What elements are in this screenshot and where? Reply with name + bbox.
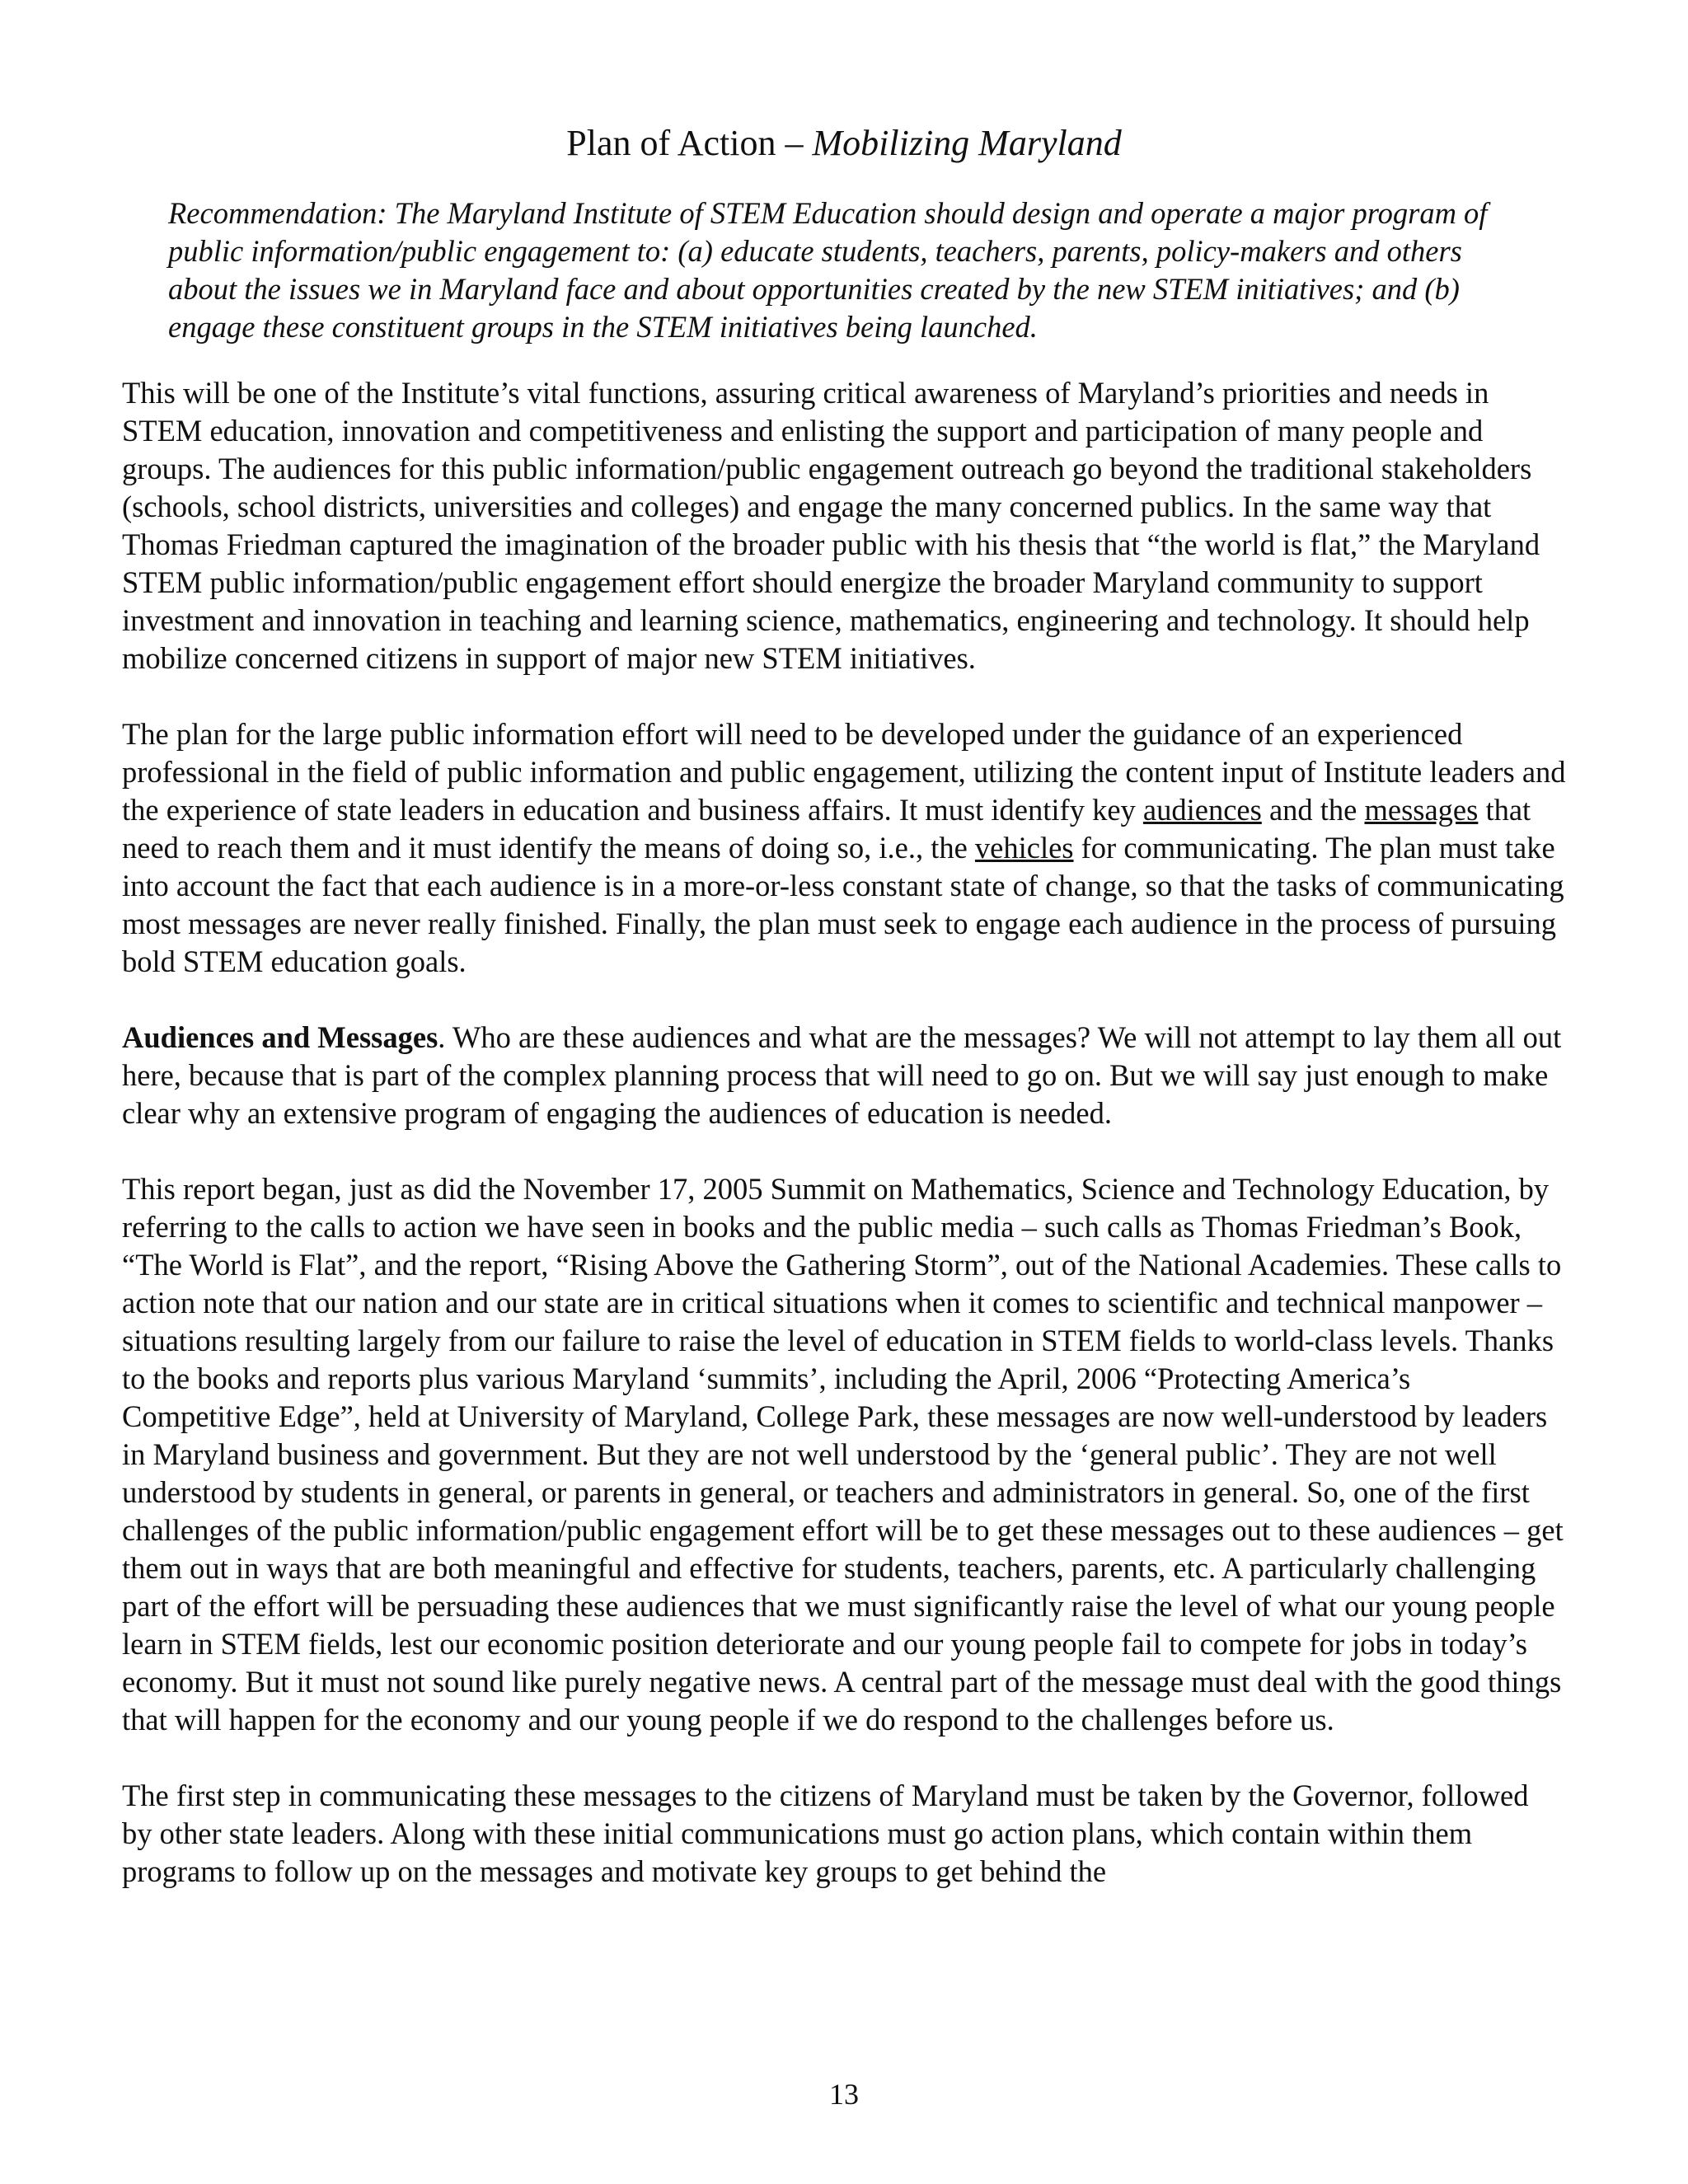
underlined-messages: messages <box>1364 793 1479 827</box>
plan-text-1: The plan for the large public information effort will need to be developed under the guidance of an experienced professional in the field of public information and public engagement, utilizing the content input of Institute leaders and the experience of state leaders in education and business affairs. It must identify key <box>122 717 1566 827</box>
underlined-audiences: audiences <box>1142 793 1262 827</box>
page-title <box>122 120 1566 166</box>
page-number: 13 <box>829 2078 859 2111</box>
title-italic: Mobilizing Maryland <box>812 123 1122 163</box>
paragraph-first-step: The first step in communicating these messages to the citizens of Maryland must be taken by the Governor, followed by other state leaders. Along with these initial communications must go action plans, which contain within them programs to follow up on the messages and motivate key groups to get behind the <box>122 1779 1529 1888</box>
section-heading-audiences-messages: Audiences and Messages <box>122 1020 438 1054</box>
title-prefix: Plan of Action – <box>566 123 813 163</box>
plan-text-3: that need to reach them and it must identify the means of doing so, i.e., the <box>122 793 1531 865</box>
recommendation-block: Recommendation: The Maryland Institute of STEM Education should design and operate a major program of public information/public engagement to: (a) educate students, teachers, parents, policy-makers and others about the issues we in Maryland face and about opportunities created by the new STEM initiatives; and (b) engage these constituent groups in the STEM initiatives being launched. <box>168 196 1488 344</box>
plan-text-2: and the <box>1261 793 1365 827</box>
paragraph-audiences-messages <box>122 1019 1566 1132</box>
plan-text-4: for communicating. The plan must take into account the fact that each audience is in a more-or-less constant state of change, so that the tasks of communicating most messages are never really finished. Finally, the plan must seek to engage each audience in the process of pursuing bold STEM education goals. <box>122 831 1564 978</box>
paragraph-plan <box>122 715 1566 981</box>
paragraph-institute-functions: This will be one of the Institute’s vital functions, assuring critical awareness of Maryland’s priorities and needs in STEM education, innovation and competitiveness and enlisting the support and participation of many people and groups. The audiences for this public information/public engagement outreach go beyond the traditional stakeholders (schools, school districts, universities and colleges) and engage the many concerned publics. In the same way that Thomas Friedman captured the imagination of the broader public with his thesis that “the world is flat,” the Maryland STEM public information/public engagement effort should energize the broader Maryland community to support investment and innovation in teaching and learning science, mathematics, engineering and technology. It should help mobilize concerned citizens in support of major new STEM initiatives. <box>122 376 1540 675</box>
audiences-messages-text: . Who are these audiences and what are the messages? We will not attempt to lay them all out here, because that is part of the complex planning process that will need to go on. But we will say just enough to make clear why an extensive program of engaging the audiences of education is needed. <box>122 1020 1562 1130</box>
paragraph-report-began: This report began, just as did the November 17, 2005 Summit on Mathematics, Science and Technology Education, by referring to the calls to action we have seen in books and the public media – such calls as Thomas Friedman’s Book, “The World is Flat”, and the report, “Rising Above the Gathering Storm”, out of the National Academies. These calls to action note that our nation and our state are in critical situations when it comes to scientific and technical manpower – situations resulting largely from our failure to raise the level of education in STEM fields to world-class levels. Thanks to the books and reports plus various Maryland ‘summits’, including the April, 2006 “Protecting America’s Competitive Edge”, held at University of Maryland, College Park, these messages are now well-understood by leaders in Maryland business and government. But they are not well understood by the ‘general public’. They are not well understood by students in general, or parents in general, or teachers and administrators in general. So, one of the first challenges of the public information/public engagement effort will be to get these messages out to these audiences – get them out in ways that are both meaningful and effective for students, teachers, parents, etc. A particularly challenging part of the effort will be persuading these audiences that we must significantly raise the level of what our young people learn in STEM fields, lest our economic position deteriorate and our young people fail to compete for jobs in today’s economy. But it must not sound like purely negative news. A central part of the message must deal with the good things that will happen for the economy and our young people if we do respond to the challenges before us. <box>122 1172 1564 1736</box>
underlined-vehicles: vehicles <box>974 831 1074 865</box>
